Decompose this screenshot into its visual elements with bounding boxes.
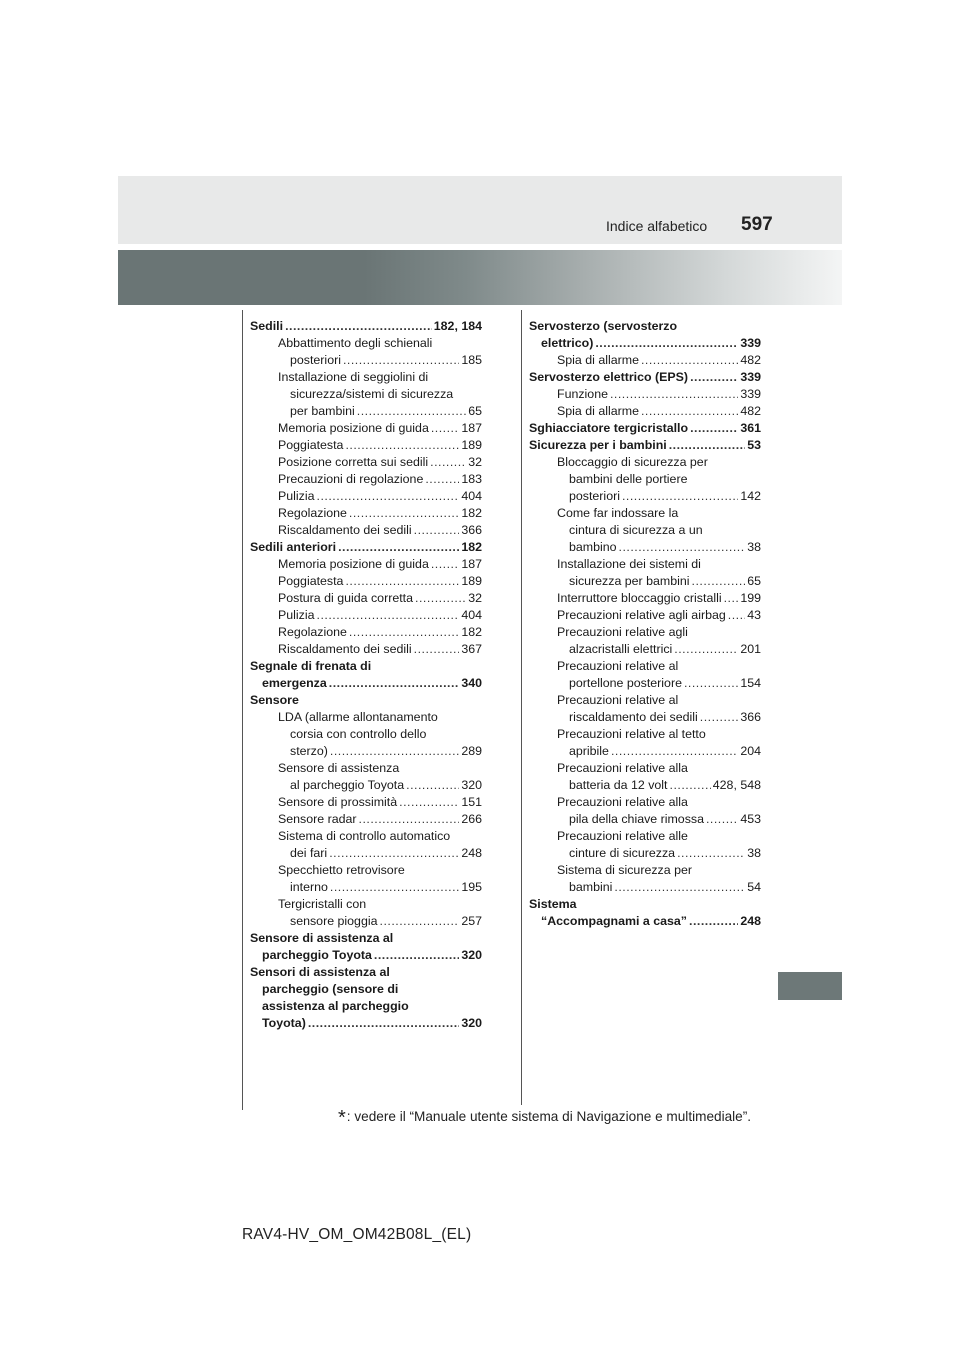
index-entry-term: Memoria posizione di guida (278, 557, 429, 571)
index-entry-line (250, 318, 482, 335)
index-entry-term: Regolazione (278, 625, 347, 639)
index-entry (529, 505, 761, 556)
index-entry (529, 420, 761, 437)
index-page-reference[interactable]: 183 (461, 472, 482, 486)
index-page-reference[interactable]: 182 (461, 540, 482, 554)
index-entry-line (250, 471, 482, 488)
index-entry-line (250, 454, 482, 471)
dot-leader (345, 437, 459, 454)
index-entry (250, 658, 482, 692)
dot-leader (431, 556, 459, 573)
index-entry-term: apribile (569, 744, 609, 758)
index-entry-term: portellone posteriore (569, 676, 682, 690)
index-entry (250, 420, 482, 437)
column-divider (521, 310, 522, 1105)
index-entry-term: sensore pioggia (290, 914, 378, 928)
index-entry-term: Precauzioni relative agli airbag (557, 608, 726, 622)
index-entry (529, 862, 761, 896)
index-entry-text: Precauzioni relative agli (557, 625, 688, 639)
dot-leader (674, 641, 738, 658)
index-entry (250, 760, 482, 794)
index-entry-line (529, 539, 761, 556)
index-entry-text: Sensore di assistenza al (250, 931, 394, 945)
index-entry-line (250, 811, 482, 828)
index-entry-line (250, 437, 482, 454)
index-page-reference[interactable]: 32 (468, 455, 482, 469)
index-entry-line (529, 675, 761, 692)
index-entry-line (250, 539, 482, 556)
index-entry-line (250, 505, 482, 522)
index-page-reference[interactable]: 257 (461, 914, 482, 928)
index-entry (250, 709, 482, 760)
index-page-reference[interactable]: 54 (747, 880, 761, 894)
index-entry-term: sicurezza per bambini (569, 574, 690, 588)
index-entry-term: posteriori (569, 489, 620, 503)
index-page-reference[interactable]: 366 (740, 710, 761, 724)
index-page-reference[interactable]: 38 (747, 846, 761, 860)
index-page-reference[interactable]: 320 (461, 1016, 482, 1030)
index-page-reference[interactable]: 182 (461, 506, 482, 520)
index-entry (529, 624, 761, 658)
index-entry-line (529, 403, 761, 420)
index-entry-term: cinture di sicurezza (569, 846, 676, 860)
index-entry-line (250, 794, 482, 811)
index-entry-line (250, 947, 482, 964)
index-entry-line (250, 845, 482, 862)
index-entry (250, 624, 482, 641)
index-page-reference[interactable]: 142 (740, 489, 761, 503)
dot-leader (669, 437, 745, 454)
dot-leader (317, 488, 460, 505)
dot-leader (415, 590, 466, 607)
index-entry-text: sicurezza/sistemi di sicurezza (290, 387, 454, 401)
page-number: 597 (741, 214, 773, 235)
index-page-reference[interactable]: 187 (461, 557, 482, 571)
index-entry-term: Sicurezza per i bambini (529, 438, 667, 452)
index-entry-term: sterzo) (290, 744, 328, 758)
index-entry-text: Bloccaggio di sicurezza per (557, 455, 708, 469)
index-entry (250, 964, 482, 1032)
index-entry-line (250, 556, 482, 573)
index-page-reference[interactable]: 65 (747, 574, 761, 588)
index-entry-term: emergenza (262, 676, 327, 690)
index-entry (250, 590, 482, 607)
index-entry (250, 641, 482, 658)
index-page-reference[interactable]: 266 (461, 812, 482, 826)
index-page-reference[interactable]: 32 (468, 591, 482, 605)
index-entry (250, 522, 482, 539)
index-page-reference[interactable]: 187 (461, 421, 482, 435)
dot-leader (706, 811, 738, 828)
index-entry-term: alzacristalli elettrici (569, 642, 673, 656)
index-page-reference[interactable]: 320 (461, 778, 482, 792)
index-entry-text: Precauzioni relative alle (557, 829, 688, 843)
index-entry-line (250, 420, 482, 437)
dot-leader (338, 539, 459, 556)
index-entry (250, 437, 482, 454)
index-entry-term: Precauzioni di regolazione (278, 472, 424, 486)
index-entry (529, 318, 761, 352)
index-entry-term: bambini (569, 880, 613, 894)
section-title: Indice alfabetico (606, 218, 708, 234)
left-margin-divider (242, 310, 243, 1110)
dot-leader (692, 573, 746, 590)
index-entry-line (529, 335, 761, 352)
index-entry-term: Regolazione (278, 506, 347, 520)
dot-leader (684, 675, 738, 692)
index-entry (529, 607, 761, 624)
dot-leader (677, 845, 745, 862)
index-entry-term: Interruttore bloccaggio cristalli (557, 591, 722, 605)
dot-leader (425, 471, 459, 488)
dot-leader (357, 403, 466, 420)
index-entry-text: corsia con controllo dello (290, 727, 427, 741)
index-entry-line (529, 352, 761, 369)
index-entry-line (250, 743, 482, 760)
index-entry (250, 471, 482, 488)
index-entry (529, 692, 761, 726)
index-entry-line (529, 777, 761, 794)
dot-leader (374, 947, 459, 964)
index-column-right (529, 318, 761, 930)
index-entry-line (250, 777, 482, 794)
index-entry-line (529, 641, 761, 658)
index-entry (529, 454, 761, 505)
index-entry-line (250, 352, 482, 369)
index-entry-term: Riscaldamento dei sedili (278, 523, 412, 537)
index-entry-term: pila della chiave rimossa (569, 812, 704, 826)
index-entry-text: Precauzioni relative al (557, 659, 679, 673)
dot-leader (330, 743, 459, 760)
index-entry-term: Memoria posizione di guida (278, 421, 429, 435)
index-entry (529, 590, 761, 607)
dot-leader (329, 845, 459, 862)
index-entry-term: Postura di guida corretta (278, 591, 413, 605)
index-entry-line (529, 488, 761, 505)
dot-leader (349, 624, 459, 641)
index-entry (250, 556, 482, 573)
index-entry-text: Abbattimento degli schienali (278, 336, 433, 350)
index-entry-text: Sensori di assistenza al (250, 965, 390, 979)
index-entry-term: Sedili anteriori (250, 540, 337, 554)
index-entry-text: Sensore di assistenza (278, 761, 400, 775)
index-entry (529, 828, 761, 862)
footnote-text: : vedere il “Manuale utente sistema di Navigazione e multimediale”. (346, 1109, 752, 1124)
header-band (118, 176, 842, 244)
index-entry (529, 726, 761, 760)
index-entry-line (529, 879, 761, 896)
index-entry-line (529, 709, 761, 726)
index-page-reference[interactable]: 339 (740, 370, 761, 384)
index-entry (529, 386, 761, 403)
index-entry (529, 556, 761, 590)
dot-leader (430, 454, 466, 471)
index-entry-line (529, 607, 761, 624)
dot-leader (611, 743, 738, 760)
index-entry-text: Sistema (529, 897, 577, 911)
index-entry (250, 488, 482, 505)
index-entry (250, 828, 482, 862)
index-entry-line (529, 386, 761, 403)
index-entry-line (529, 437, 761, 454)
index-entry-term: interno (290, 880, 328, 894)
index-entry-text: Precauzioni relative alla (557, 761, 688, 775)
index-entry-term: Spia di allarme (557, 353, 639, 367)
index-entry-term: per bambini (290, 404, 355, 418)
dot-leader (343, 352, 459, 369)
index-page-reference[interactable]: 339 (740, 336, 761, 350)
index-page-reference[interactable]: 53 (747, 438, 761, 452)
index-entry-line (250, 913, 482, 930)
index-page-reference[interactable]: 201 (740, 642, 761, 656)
index-page-reference[interactable]: 453 (740, 812, 761, 826)
dot-leader (690, 369, 738, 386)
chapter-side-tab (778, 972, 842, 1000)
index-page-reference[interactable]: 320 (461, 948, 482, 962)
dot-leader (619, 539, 746, 556)
index-page-reference[interactable]: 404 (461, 489, 482, 503)
index-entry (529, 352, 761, 369)
dot-leader (399, 794, 459, 811)
index-entry-text: assistenza al parcheggio (262, 999, 409, 1013)
dot-leader (317, 607, 460, 624)
dot-leader (595, 335, 738, 352)
index-entry-text: Servosterzo (servosterzo (529, 319, 678, 333)
index-page-reference[interactable]: 195 (461, 880, 482, 894)
index-page-reference[interactable]: 289 (461, 744, 482, 758)
dot-leader (728, 607, 745, 624)
index-entry (529, 658, 761, 692)
index-entry-text: Tergicristalli con (278, 897, 367, 911)
index-page-reference[interactable]: 366 (461, 523, 482, 537)
index-entry-text: Sensore (250, 693, 299, 707)
index-entry-text: Precauzioni relative al tetto (557, 727, 706, 741)
index-page-reference[interactable]: 367 (461, 642, 482, 656)
index-entry (250, 318, 482, 335)
index-entry-text: Precauzioni relative al (557, 693, 679, 707)
dot-leader (622, 488, 738, 505)
dot-leader (689, 913, 738, 930)
index-entry-text: Come far indossare la (557, 506, 679, 520)
index-entry-term: Sensore di prossimità (278, 795, 398, 809)
dot-leader (308, 1015, 459, 1032)
index-entry-term: batteria da 12 volt (569, 778, 668, 792)
dot-leader (414, 522, 460, 539)
index-entry-line (250, 573, 482, 590)
index-entry-text: Sistema di controllo automatico (278, 829, 451, 843)
index-page-reference[interactable]: 248 (461, 846, 482, 860)
index-entry (250, 505, 482, 522)
index-entry-term: bambino (569, 540, 617, 554)
index-page-reference[interactable]: 182, 184 (433, 319, 482, 333)
index-entry-term: al parcheggio Toyota (290, 778, 405, 792)
index-entry-text: Specchietto retrovisore (278, 863, 405, 877)
index-entry (250, 454, 482, 471)
index-entry-text: bambini delle portiere (569, 472, 688, 486)
index-entry-term: Posizione corretta sui sedili (278, 455, 429, 469)
index-entry-term: Sghiacciatore tergicristallo (529, 421, 689, 435)
index-entry (529, 437, 761, 454)
index-entry (529, 794, 761, 828)
index-page-reference[interactable]: 340 (461, 676, 482, 690)
index-page-reference[interactable]: 361 (740, 421, 761, 435)
index-entry-line (250, 1015, 482, 1032)
index-page-reference[interactable]: 43 (747, 608, 761, 622)
index-page-reference[interactable]: 189 (461, 438, 482, 452)
index-entry-text: LDA (allarme allontanamento (278, 710, 438, 724)
index-page-reference[interactable]: 154 (740, 676, 761, 690)
index-page-reference[interactable]: 482 (740, 353, 761, 367)
index-entry (250, 811, 482, 828)
index-entry-term: Pulizia (278, 608, 315, 622)
index-column-left (250, 318, 482, 1032)
index-entry (529, 760, 761, 794)
index-page-reference[interactable]: 482 (740, 404, 761, 418)
index-entry-term: Toyota) (262, 1016, 306, 1030)
index-entry-term: Servosterzo elettrico (EPS) (529, 370, 689, 384)
index-entry-line (250, 624, 482, 641)
index-entry-text: Segnale di frenata di (250, 659, 372, 673)
index-entry-line (250, 607, 482, 624)
index-page-reference[interactable]: 151 (461, 795, 482, 809)
index-page-reference[interactable]: 182 (461, 625, 482, 639)
dot-leader (414, 641, 460, 658)
dot-leader (670, 777, 711, 794)
index-entry (250, 896, 482, 930)
index-entry-text: Installazione di seggiolini di (278, 370, 429, 384)
index-entry (250, 794, 482, 811)
dot-leader (406, 777, 459, 794)
index-entry-term: Sedili (250, 319, 284, 333)
index-entry-term: Funzione (557, 387, 608, 401)
index-entry-line (529, 743, 761, 760)
index-entry-term: “Accompagnami a casa” (541, 914, 687, 928)
dot-leader (724, 590, 739, 607)
dot-leader (431, 420, 459, 437)
dot-leader (641, 352, 738, 369)
dot-leader (700, 709, 739, 726)
index-entry-line (529, 573, 761, 590)
document-id: RAV4-HV_OM_OM42B08L_(EL) (242, 1226, 472, 1243)
index-page-reference[interactable]: 189 (461, 574, 482, 588)
index-entry-line (529, 913, 761, 930)
index-page-reference[interactable]: 204 (740, 744, 761, 758)
index-entry (250, 692, 482, 709)
index-entry-line (529, 420, 761, 437)
index-page-reference[interactable]: 428, 548 (712, 778, 761, 792)
index-page-reference[interactable]: 248 (740, 914, 761, 928)
index-page-reference[interactable]: 38 (747, 540, 761, 554)
index-page-reference[interactable]: 339 (740, 387, 761, 401)
index-entry (529, 896, 761, 930)
dot-leader (359, 811, 460, 828)
index-entry-term: dei fari (290, 846, 328, 860)
index-page-reference[interactable]: 185 (461, 353, 482, 367)
index-entry-text: cintura di sicurezza a un (569, 523, 703, 537)
index-page-reference[interactable]: 65 (468, 404, 482, 418)
index-entry-line (250, 675, 482, 692)
dot-leader (641, 403, 738, 420)
index-entry-text: Installazione dei sistemi di (557, 557, 701, 571)
index-entry-term: Poggiatesta (278, 574, 344, 588)
index-entry-term: posteriori (290, 353, 341, 367)
index-entry (250, 930, 482, 964)
index-entry-term: Spia di allarme (557, 404, 639, 418)
index-entry-line (250, 488, 482, 505)
index-entry-line (529, 845, 761, 862)
index-entry (250, 539, 482, 556)
index-entry-term: parcheggio Toyota (262, 948, 372, 962)
index-entry-text: Sistema di sicurezza per (557, 863, 692, 877)
dot-leader (330, 879, 459, 896)
index-entry (529, 369, 761, 386)
dot-leader (285, 318, 432, 335)
dot-leader (610, 386, 738, 403)
index-entry-term: Pulizia (278, 489, 315, 503)
index-entry (250, 369, 482, 420)
dot-leader (690, 420, 738, 437)
index-entry-text: Precauzioni relative alla (557, 795, 688, 809)
dot-leader (345, 573, 459, 590)
index-entry-text: parcheggio (sensore di (262, 982, 399, 996)
index-entry-line (250, 403, 482, 420)
dot-leader (614, 879, 745, 896)
index-entry-line (250, 522, 482, 539)
index-entry (529, 403, 761, 420)
index-page-reference[interactable]: 199 (740, 591, 761, 605)
dot-leader (329, 675, 460, 692)
index-entry (250, 862, 482, 896)
header-gradient-bar (118, 250, 842, 305)
footnote (338, 1107, 751, 1130)
footnote-asterisk: * (338, 1107, 346, 1129)
index-entry-term: Poggiatesta (278, 438, 344, 452)
index-entry (250, 573, 482, 590)
index-entry-line (529, 590, 761, 607)
index-page-reference[interactable]: 404 (461, 608, 482, 622)
index-entry-line (529, 369, 761, 386)
index-entry (250, 335, 482, 369)
index-entry-line (250, 590, 482, 607)
dot-leader (349, 505, 459, 522)
index-entry (250, 607, 482, 624)
index-entry-term: Sensore radar (278, 812, 357, 826)
index-entry-term: riscaldamento dei sedili (569, 710, 698, 724)
index-entry-term: Riscaldamento dei sedili (278, 642, 412, 656)
index-entry-line (529, 811, 761, 828)
index-entry-line (250, 879, 482, 896)
index-entry-term: elettrico) (541, 336, 594, 350)
index-entry-line (250, 641, 482, 658)
dot-leader (380, 913, 460, 930)
